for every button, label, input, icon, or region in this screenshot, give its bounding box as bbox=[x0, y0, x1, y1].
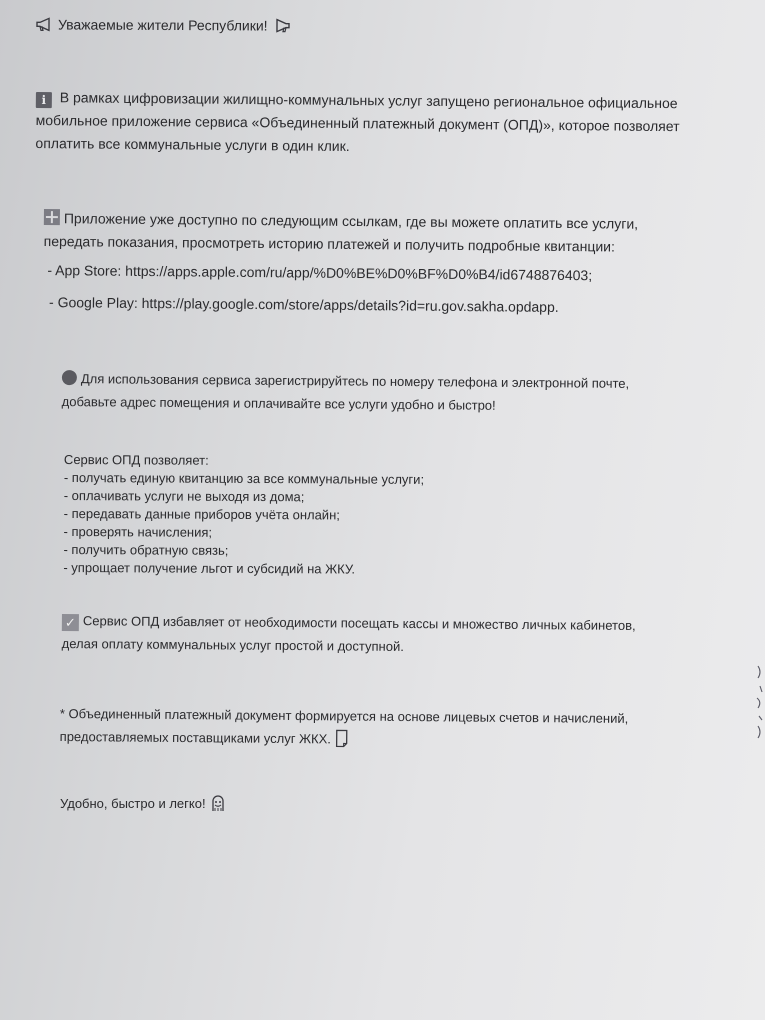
greeting-text: Уважаемые жители Республики! bbox=[57, 16, 268, 34]
register-line: добавьте адрес помещения и оплачивайте все услуги удобно и быстро! bbox=[61, 393, 496, 413]
links-paragraph bbox=[43, 207, 638, 320]
closing-text: Удобно, быстро и легко! bbox=[60, 796, 206, 811]
app-store-link[interactable]: - App Store: https://apps.apple.com/ru/app/%D0%BE%D0%BF%D0%B4/id6748876403; bbox=[47, 262, 593, 284]
feature-item: - проверять начисления; bbox=[63, 523, 213, 540]
greeting-heading bbox=[36, 13, 294, 37]
closing-line bbox=[60, 794, 231, 814]
benefit-line: ✓ Сервис ОПД избавляет от необходимости посещать кассы и множество личных кабинетов, bbox=[62, 609, 636, 637]
benefit-line: делая оплату коммунальных услуг простой и доступной. bbox=[61, 635, 404, 654]
links-line: Приложение уже доступно по следующим ссылкам, где вы можете оплатить все услуги, bbox=[44, 207, 638, 236]
features-title: Сервис ОПД позволяет: bbox=[63, 452, 209, 468]
register-line: Для использования сервиса зарегистрируйтесь по номеру телефона и электронной почте, bbox=[62, 367, 629, 395]
feature-item: - получать единую квитанцию за все коммунальные услуги; bbox=[63, 469, 425, 487]
info-icon: i bbox=[36, 92, 52, 108]
page-edge-marks bbox=[755, 664, 763, 744]
check-mark-icon: ✓ bbox=[62, 614, 79, 631]
grid-icon bbox=[44, 209, 60, 225]
info-line: мобильное приложение сервиса «Объединенный платежный документ (ОПД)», которое позволяет bbox=[35, 111, 680, 135]
smile-icon bbox=[209, 794, 227, 812]
info-line: i В рамках цифровизации жилищно-коммунальных услуг запущено региональное официальное bbox=[36, 86, 680, 115]
circle-icon bbox=[62, 370, 77, 385]
links-line: передать показания, просмотреть историю платежей и получить подробные квитанции: bbox=[43, 232, 615, 255]
footnote-line: * Объединенный платежный документ формируется на основе лицевых счетов и начислений, bbox=[59, 705, 629, 726]
register-paragraph bbox=[62, 367, 630, 418]
feature-item: - упрощает получение льгот и субсидий на ЖКУ. bbox=[63, 559, 356, 577]
benefit-paragraph bbox=[62, 609, 636, 660]
megaphone-icon bbox=[36, 17, 54, 31]
feature-item: - передавать данные приборов учёта онлайн; bbox=[63, 505, 340, 523]
google-play-link[interactable]: - Google Play: https://play.google.com/store/apps/details?id=ru.gov.sakha.opdapp. bbox=[49, 294, 559, 315]
feature-item: - оплачивать услуги не выходя из дома; bbox=[63, 487, 305, 505]
footnote-line: предоставляемых поставщиками услуг ЖКХ. bbox=[60, 725, 629, 753]
megaphone-icon bbox=[272, 19, 290, 33]
info-paragraph bbox=[35, 86, 680, 161]
footnote-paragraph bbox=[60, 702, 629, 753]
features-list bbox=[63, 451, 424, 579]
feature-item: - получить обратную связь; bbox=[63, 541, 229, 558]
memo-icon bbox=[335, 729, 349, 747]
info-line: оплатить все коммунальные услуги в один клик. bbox=[35, 134, 350, 155]
